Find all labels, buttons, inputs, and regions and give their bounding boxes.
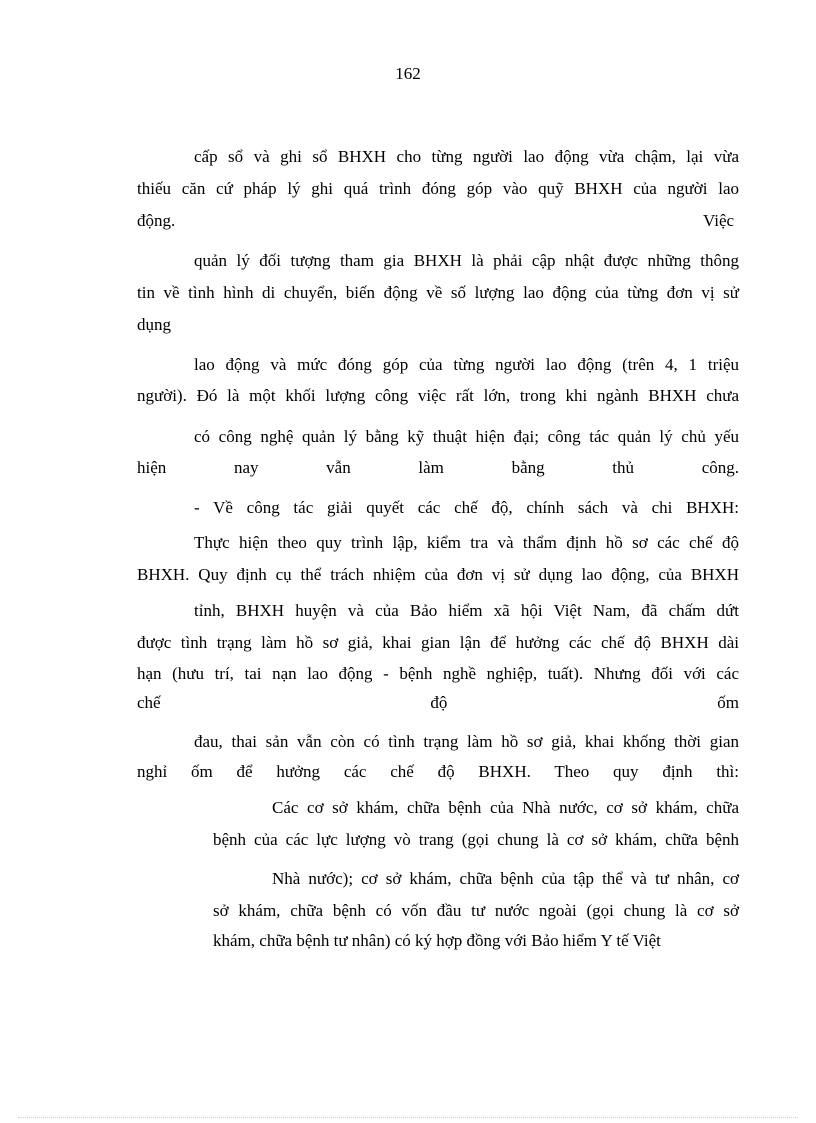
text-line: chế độ ốm: [137, 693, 739, 712]
text-line: hạn (hưu trí, tai nạn lao động - bệnh nghề nghiệp, tuất). Nhưng đối với các: [137, 664, 739, 683]
text-line: đau, thai sản vẫn còn có tình trạng làm hồ sơ giả, khai khống thời gian: [194, 732, 739, 751]
text-line: sở khám, chữa bệnh có vốn đầu tư nước ngoài (gọi chung là cơ sở: [213, 901, 739, 920]
text-line: Việc: [703, 211, 735, 230]
text-line: hiện nay vẫn làm bằng thủ công.: [137, 458, 739, 477]
text-line: bệnh của các lực lượng vò trang (gọi chung là cơ sở khám, chữa bệnh: [213, 830, 739, 849]
text-line: người). Đó là một khối lượng công việc rất lớn, trong khi ngành BHXH chưa: [137, 386, 739, 405]
text-line: nghỉ ốm để hưởng các chế độ BHXH. Theo quy định thì:: [137, 762, 739, 781]
page-bottom-divider: [18, 1117, 798, 1118]
text-line: BHXH. Quy định cụ thể trách nhiệm của đơn vị sử dụng lao động, của BHXH: [137, 565, 739, 584]
text-line: được tình trạng làm hồ sơ giả, khai gian lận để hưởng các chế độ BHXH dài: [137, 633, 739, 652]
text-line: dụng: [137, 315, 171, 334]
text-line: cấp sổ và ghi sổ BHXH cho từng người lao động vừa chậm, lại vừa: [194, 147, 739, 166]
text-line: khám, chữa bệnh tư nhân) có ký hợp đồng với Bảo hiểm Y tế Việt: [213, 931, 661, 950]
text-line: Nhà nước); cơ sở khám, chữa bệnh của tập thể và tư nhân, cơ: [272, 869, 739, 888]
text-line: lao động và mức đóng góp của từng người lao động (trên 4, 1 triệu: [194, 355, 739, 374]
text-line: tin về tình hình di chuyển, biến động về số lượng lao động của từng đơn vị sử: [137, 283, 739, 302]
text-line: Các cơ sở khám, chữa bệnh của Nhà nước, cơ sở khám, chữa: [272, 798, 739, 817]
page-number: 162: [395, 64, 421, 83]
text-line: - Về công tác giải quyết các chế độ, chính sách và chi BHXH:: [194, 498, 739, 517]
text-line: tỉnh, BHXH huyện và của Bảo hiểm xã hội Việt Nam, đã chấm dứt: [194, 601, 739, 620]
text-line: Thực hiện theo quy trình lập, kiểm tra và thẩm định hồ sơ các chế độ: [194, 533, 739, 552]
text-line: có công nghệ quản lý bằng kỹ thuật hiện đại; công tác quản lý chủ yếu: [194, 427, 739, 446]
text-line: thiếu căn cứ pháp lý ghi quá trình đóng góp vào quỹ BHXH của người lao: [137, 179, 739, 198]
text-line: động.: [137, 211, 176, 230]
text-line: quản lý đối tượng tham gia BHXH là phải cập nhật được những thông: [194, 251, 739, 270]
